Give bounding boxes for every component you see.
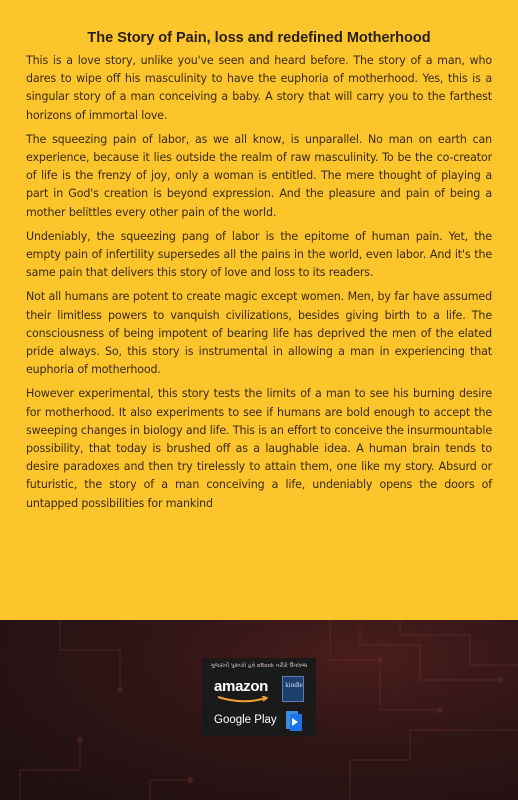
- synopsis-paragraph-3: Undeniably, the squeezing pang of labor is the epitome of human pain. Yet, the empty pain of infertility supersedes all the pains in the world, even labor. And it's the same pain that delivers this story of love and loss to its readers.: [26, 229, 492, 280]
- google-play-books-icon: [284, 710, 304, 732]
- google-play-label: Google Play: [214, 714, 277, 726]
- synopsis-paragraph-5: However experimental, this story tests the limits of a man to see his burning desire for motherhood. It also experiments to see if humans are bold enough to accept the sweeping changes in biology and life. This is an effort to conceive the insurmountable possibility, that today is brushed off as a laughable idea. A human brain tends to desire paradoxes and then try tirelessly to attain them, one like my story. Absurd or futuristic, the story of a man conceiving a life, undeniably opens the doors of untapped possibilities for mankind: [26, 387, 492, 510]
- kindle-icon: [282, 676, 304, 702]
- ebook-availability-caption: ગુજરાતી પુસ્તકો હવે eBook તરીકે ઉપલબ્ધ: [210, 663, 308, 669]
- book-title: The Story of Pain, loss and redefined Motherhood: [87, 30, 431, 46]
- amazon-logo: amazon: [214, 678, 269, 695]
- amazon-smile-icon: [216, 696, 270, 704]
- synopsis-paragraph-4: Not all humans are potent to create magic except women. Men, by far have assumed their limitless powers to vanquish civilizations, besides giving birth to a life. The consciousness of being impotent of bearing life has deprived the men of the elated pride always. So, this story is instrumental in allowing a man in experiencing that euphoria of motherhood.: [26, 290, 492, 377]
- synopsis: [26, 52, 492, 519]
- amazon-kindle-badge[interactable]: [210, 676, 310, 704]
- kindle-label: kindle: [285, 681, 303, 689]
- google-play-badge[interactable]: [210, 708, 310, 734]
- synopsis-paragraph-2: The squeezing pain of labor, as we all know, is unparallel. No man on earth can experience, because it lies outside the realm of raw masculinity. To be the co-creator of life is the frenzy of joy, only a woman is entitled. The mere thought of playing a part in God's creation is beyond expression. And the pleasure and pain of being a mother belittles every other pain of the world.: [26, 132, 492, 219]
- synopsis-paragraph-1: This is a love story, unlike you've seen and heard before. The story of a man, who dares to wipe off his masculinity to have the euphoria of motherhood. Yes, this is a singular story of a man conceiving a baby. A story that will carry you to the farthest horizons of immortal love.: [26, 54, 492, 122]
